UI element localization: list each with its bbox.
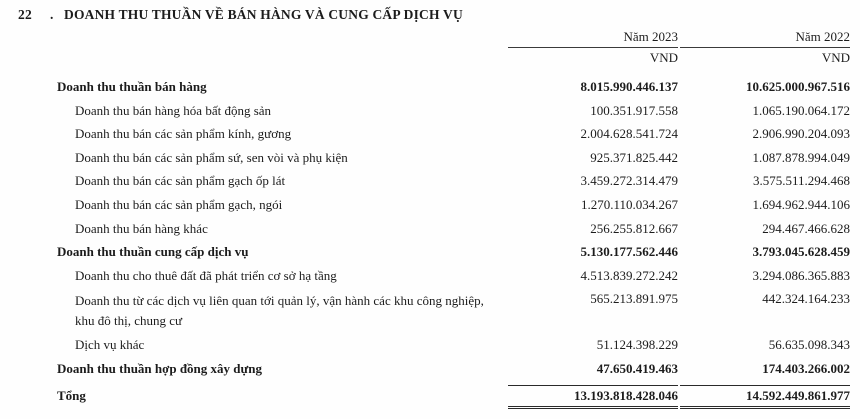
row-value-2022: 14.592.449.861.977 xyxy=(680,385,850,409)
section-dot: . xyxy=(50,7,54,22)
row-label: Dịch vụ khác xyxy=(75,337,145,353)
table-row-other-services xyxy=(57,337,850,361)
table-row-construction-contracts xyxy=(57,361,850,385)
row-value-2022: 3.793.045.628.459 xyxy=(752,244,850,260)
row-label: Doanh thu bán các sản phẩm gạch, ngói xyxy=(75,196,283,212)
table-row-management-services xyxy=(57,291,850,337)
row-label: Doanh thu thuần bán hàng xyxy=(57,79,207,94)
section-title: DOANH THU THUẦN VỀ BÁN HÀNG VÀ CUNG CẤP DỊCH VỤ xyxy=(64,7,463,22)
table-row-real-estate xyxy=(57,103,850,127)
row-value-2022: 56.635.098.343 xyxy=(768,337,850,353)
row-value-2023: 256.255.812.667 xyxy=(590,220,678,236)
table-row-net-service-revenue xyxy=(57,244,850,268)
row-label: Doanh thu thuần hợp đồng xây dựng xyxy=(57,360,263,376)
row-value-2022: 1.065.190.064.172 xyxy=(752,102,850,118)
row-value-2023: 8.015.990.446.137 xyxy=(580,79,678,94)
row-label: Doanh thu bán hàng khác xyxy=(75,220,208,236)
table-row-sanitary-ware xyxy=(57,150,850,174)
row-label: Doanh thu bán các sản phẩm kính, gương xyxy=(75,126,292,142)
column-header-2023: Năm 2023 xyxy=(508,29,678,48)
row-value-2023: 3.459.272.314.479 xyxy=(580,173,678,189)
table-row-net-sales-revenue xyxy=(57,79,850,103)
row-value-2022: 10.625.000.967.516 xyxy=(746,79,850,94)
table-row-bricks-roof-tiles xyxy=(57,197,850,221)
row-value-2023: 1.270.110.034.267 xyxy=(580,196,678,212)
row-value-2022: 294.467.466.628 xyxy=(762,220,850,236)
table-row-other-goods xyxy=(57,221,850,245)
row-value-2023: 565.213.891.975 xyxy=(590,291,678,307)
row-value-2023: 100.351.917.558 xyxy=(590,102,678,118)
row-value-2023: 925.371.825.442 xyxy=(590,149,678,165)
revenue-table xyxy=(57,29,850,409)
row-value-2022: 174.403.266.002 xyxy=(762,360,850,376)
table-row-total xyxy=(57,385,850,409)
row-value-2022: 3.575.511.294.468 xyxy=(752,173,850,189)
row-label: Doanh thu cho thuê đất đã phát triển cơ sở hạ tầng xyxy=(75,267,337,283)
row-value-2023: 5.130.177.562.446 xyxy=(580,244,678,260)
section-number: 22 xyxy=(18,7,32,22)
unit-label-2022: VND xyxy=(821,50,850,65)
table-header-units xyxy=(57,48,850,66)
table-row-tiles xyxy=(57,173,850,197)
row-label: Doanh thu bán các sản phẩm sứ, sen vòi và phụ kiện xyxy=(75,149,348,165)
row-value-2023: 51.124.398.229 xyxy=(596,337,678,353)
column-header-2022: Năm 2022 xyxy=(680,29,850,48)
table-header-years xyxy=(57,29,850,48)
table-row-land-lease xyxy=(57,268,850,292)
row-value-2022: 2.906.990.204.093 xyxy=(752,126,850,142)
row-value-2022: 442.324.164.233 xyxy=(762,291,850,307)
row-label: Doanh thu từ các dịch vụ liên quan tới quản lý, vận hành các khu công nghiệp, khu đô thị, chung cư xyxy=(75,293,484,329)
row-value-2022: 1.694.962.944.106 xyxy=(752,196,850,212)
row-value-2022: 1.087.878.994.049 xyxy=(752,149,850,165)
row-label: Doanh thu bán các sản phẩm gạch ốp lát xyxy=(75,173,286,189)
row-label: Doanh thu bán hàng hóa bất động sản xyxy=(75,102,272,118)
section-title-row xyxy=(0,7,860,23)
unit-label-2023: VND xyxy=(649,50,678,65)
row-label: Doanh thu thuần cung cấp dịch vụ xyxy=(57,244,249,260)
row-value-2023: 13.193.818.428.046 xyxy=(508,385,678,409)
row-value-2022: 3.294.086.365.883 xyxy=(752,267,850,283)
row-value-2023: 47.650.419.463 xyxy=(596,360,678,376)
table-row-glass-mirror xyxy=(57,126,850,150)
row-value-2023: 4.513.839.272.242 xyxy=(580,267,678,283)
row-label: Tổng xyxy=(57,387,86,403)
row-value-2023: 2.004.628.541.724 xyxy=(580,126,678,142)
